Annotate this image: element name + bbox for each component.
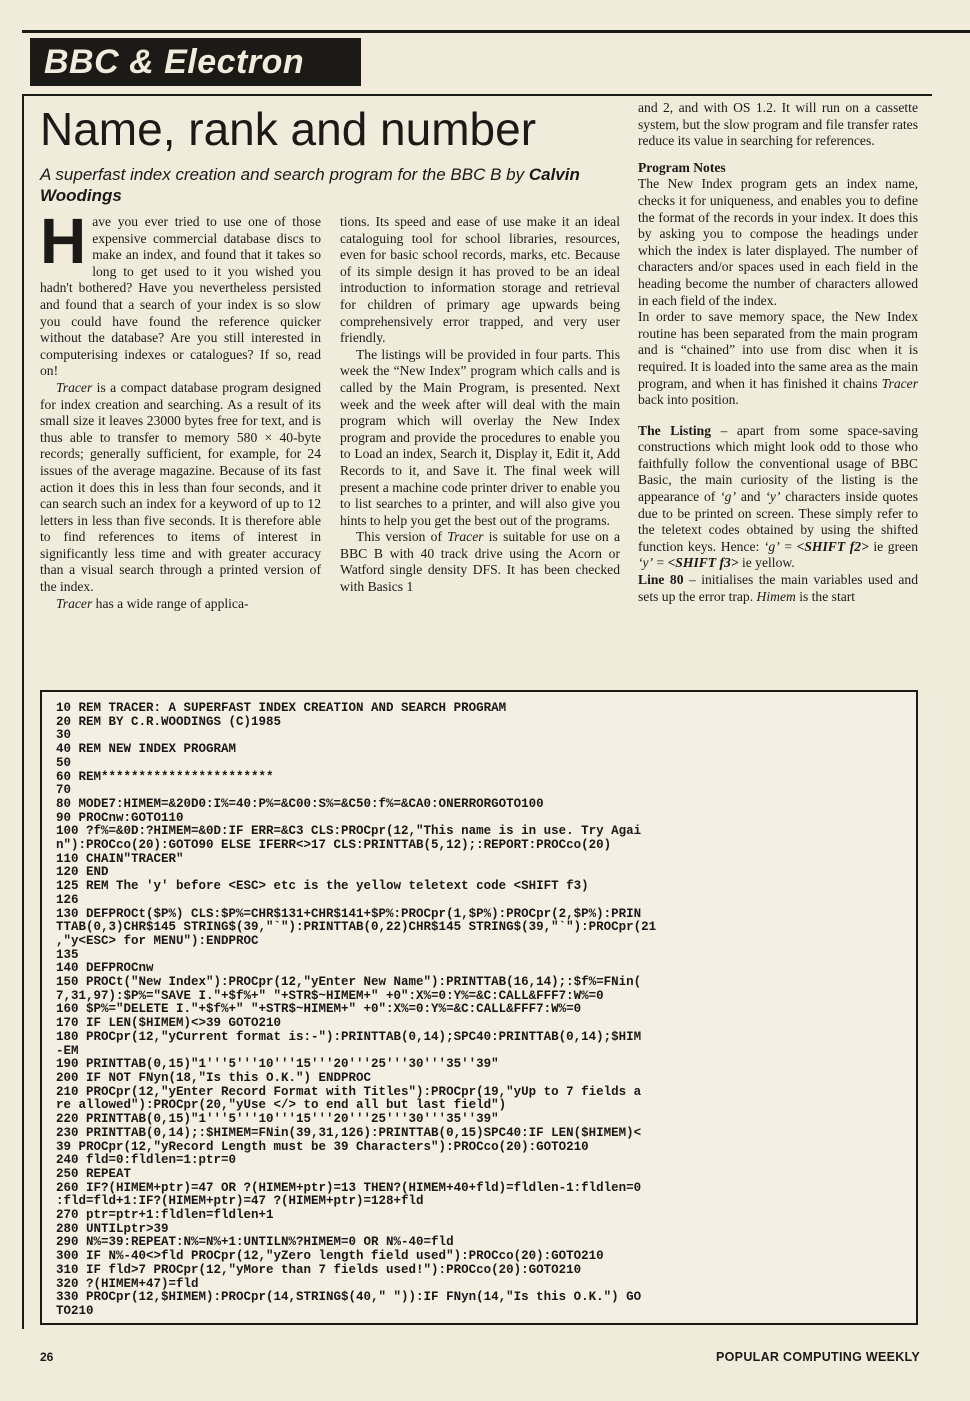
paragraph-line-80: Line 80 – initialises the main variables used and sets up the error trap. Himem is the start: [638, 572, 918, 604]
paragraph: The New Index program gets an index name, checks it for uniqueness, and enables you to define the format of the records in your index. It does this by asking you to compose the headings under which the index is later displayed. The number of characters and/or spaces used in each field in the heading become the number of characters allowed in each field of the index.: [638, 176, 918, 308]
paragraph-listing: The Listing – apart from some space-saving constructions which might look odd to those who faithfully follow the conventional usage of BBC Basic, the main curiosity of the listing is the appearance of ‘g’ and ‘y’ characters inside quotes due to be printed on screen. These simply refer to the teletext codes obtained by using the shifted function keys. Hence: ‘g’ = <SHIFT f2> ie green ‘y’ = <SHIFT f3> ie yellow.: [638, 422, 918, 571]
paragraph: This version of Tracer is suitable for use on a BBC B with 40 track drive using the Acorn or Watford single density DFS. It has been checked with Basics 1: [340, 529, 620, 595]
column-2: [340, 214, 620, 684]
paragraph: Tracer has a wide range of applica-: [56, 595, 249, 611]
article-frame-left: [22, 94, 24, 1329]
headline: Name, rank and number: [40, 103, 537, 155]
section-banner: BBC & Electron: [30, 38, 361, 86]
column-1: [40, 205, 321, 684]
intro-paragraph: Have you ever tried to use one of those expensive commercial database discs to make an index, and found that it takes so long to get used to it you wished you hadn't bothered? Have you nevertheless persisted and found that a search of your index is so slow you could have found the reference quicker without the database? Are you still interested in computerising indexes or catalogues? If so, read on!: [40, 205, 321, 379]
paragraph: The listings will be provided in four parts. This week the “New Index” program which calls and is called by the Main Program, is presented. Next week and the week after will deal with the main program which will overlay the New Index program and provide the procedures to enable you to Load an index, Search it, Display it, Edit it, Add Records to it, and Save it. The final week will present a machine code printer driver to enable you to list searches to a printer, and will also give you hints to help you get the best out of the programs.: [340, 346, 620, 528]
subheading-program-notes: Program Notes: [638, 159, 726, 175]
column-3: [638, 100, 918, 685]
subheading-the-listing: The Listing: [638, 422, 711, 438]
author-name: Calvin Woodings: [40, 165, 580, 205]
standfirst: A superfast index creation and search program for the BBC B by Calvin Woodings: [40, 165, 580, 205]
article-frame-top: [22, 94, 932, 96]
paragraph: and 2, and with OS 1.2. It will run on a cassette system, but the slow program and file transfer rates reduce its value in searching for references.: [638, 100, 918, 149]
program-listing-box: [40, 690, 918, 1325]
paragraph: tions. Its speed and ease of use make it an ideal cataloguing tool for school libraries, resources, even for basic school records, marks, etc. Because of its simple design it has proved to be an ideal introduction to information storage and retrieval for children of primary age upwards being comprehensively error trapped, and very user friendly.: [340, 214, 620, 346]
drop-cap: H: [40, 205, 87, 277]
magazine-name: POPULAR COMPUTING WEEKLY: [716, 1350, 920, 1364]
subheading-line-80: Line 80: [638, 572, 684, 588]
page-number: 26: [40, 1350, 54, 1364]
program-listing-code: 10 REM TRACER: A SUPERFAST INDEX CREATION AND SEARCH PROGRAM 20 REM BY C.R.WOODINGS (C)1985 30 40 REM NEW INDEX PROGRAM 50 60 REM*********************** 70 80 MODE7:HIMEM=&20D0:I%=40:P%=&C00:S%=&C50:f%=&CA0:ONERRORGOTO100 90 PROCnw:GOTO110 100 ?f%=&0D:?HIMEM=&0D:IF ERR=&C3 CLS:PROCpr(12,"This name is in use. Try Agai n"):PROCco(20):GOTO90 ELSE IFERR<>17 CLS:PRINTTAB(5,12);:REPORT:PROCco(20) 110 CHAIN"TRACER" 120 END 125 REM The 'y' before <ESC> etc is the yellow teletext code <SHIFT f3) 126 130 DEFPROCt($P%) CLS:$P%=CHR$131+CHR$141+$P%:PROCpr(1,$P%):PROCpr(2,$P%):PRIN TTAB(0,3)CHR$145 STRING$(39,"`"):PRINTTAB(0,22)CHR$145 STRING$(39,"`"):PROCpr(21 ,"y<ESC> for MENU"):ENDPROC 135 140 DEFPROCnw 150 PROCt("New Index"):PROCpr(12,"yEnter New Name"):PRINTTAB(16,14);:$f%=FNin( 7,31,97):$P%="SAVE I."+$f%+" "+STR$~HIMEM+" +0":X%=0:Y%=&C:CALL&FFF7:W%=0 160 $P%="DELETE I."+$f%+" "+STR$~HIMEM+" +0":X%=0:Y%=&C:CALL&FFF7:W%=0 170 IF LEN($HIMEM)<>39 GOTO210 180 PROCpr(12,"yCurrent format is:-"):PRINTTAB(0,14);SPC40:PRINTTAB(0,14);$HIM -EM 190 PRINTTAB(0,15)"1'''5'''10'''15'''20'''25'''30'''35''39" 200 IF NOT FNyn(18,"Is this O.K.") ENDPROC 210 PROCpr(12,"yEnter Record Format with Titles"):PROCpr(19,"yUp to 7 fields a re allowed"):PROCpr(20,"yUse </> to end all but last field") 220 PRINTTAB(0,15)"1'''5'''10'''15'''20'''25'''30'''35''39" 230 PRINTTAB(0,14);:$HIMEM=FNin(39,31,126):PRINTTAB(0,15)SPC40:IF LEN($HIMEM)< 39 PROCpr(12,"yRecord Length must be 39 Characters"):PROCco(20):GOTO210 240 fld=0:fldlen=1:ptr=0 250 REPEAT 260 IF?(HIMEM+ptr)=47 OR ?(HIMEM+ptr)=13 THEN?(HIMEM+40+fld)=fldlen-1:fldlen=0 :fld=fld+1:IF?(HIMEM+ptr)=47 ?(HIMEM+ptr)=128+fld 270 ptr=ptr+1:fldlen=fldlen+1 280 UNTILptr>39 290 N%=39:REPEAT:N%=N%+1:UNTILN%?HIMEM=0 OR N%-40=fld 300 IF N%-40<>fld PROCpr(12,"yZero length field used"):PROCco(20):GOTO210 310 IF fld>7 PROCpr(12,"yMore than 7 fields used!"):PROCco(20):GOTO210 320 ?(HIMEM+47)=fld 330 PROCpr(12,$HIMEM):PROCpr(14,STRING$(40," ")):IF FNyn(14,"Is this O.K.") GO TO210: [56, 701, 657, 1318]
paragraph: Tracer is a compact database program designed for index creation and searching. As a result of its small size it leaves 23000 bytes free for text, and is thus able to transfer to memory 580 × 40-byte records; generally sufficient, for example, for 24 issues of the average magazine. Because of its fast action it does this in less than four seconds, and it can search such an index for a keyword of up to 12 letters in less than five seconds. It is therefore able to find references to items of interest in significantly less time and with greater accuracy than a visual search through a printed version of the index.: [40, 379, 321, 595]
top-rule: [22, 30, 970, 33]
paragraph: In order to save memory space, the New Index routine has been separated from the main program and is “chained” into use from disc when it is required. It is loaded into the same area as the main program, and when it has finished it chains Tracer back into position.: [638, 309, 918, 408]
